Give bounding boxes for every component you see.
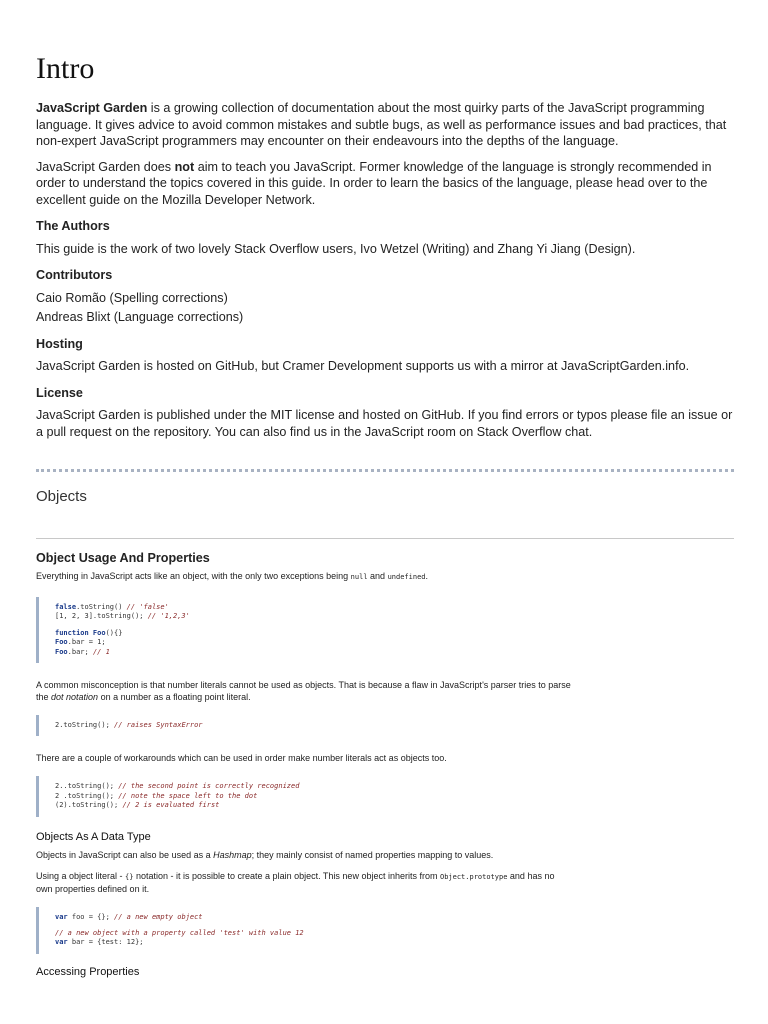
code-comment: // 1 <box>92 647 110 656</box>
paragraph-text: is a growing collection of documentation about the most quirky parts of the JavaScript programming language. It gives advice to avoid common mistakes and subtle bugs, as well as performance issues and bad practices, that non-expert JavaScript programmers may encounter on their endeavours into the depths of the language. <box>36 101 727 148</box>
authors-text: This guide is the work of two lovely Stack Overflow users, Ivo Wetzel (Writing) and Zhang Yi Jiang (Design). <box>36 241 636 256</box>
code-line <box>55 629 734 638</box>
section-divider <box>36 538 734 539</box>
objects-section-title: Objects <box>36 488 87 505</box>
code-text: (){} <box>105 628 123 637</box>
paragraph-text: and has no own properties defined on it. <box>36 870 555 894</box>
license-text: JavaScript Garden is published under the MIT license and hosted on GitHub. If you find errors or typos please file an issue or a pull request on the repository. You can also find us in the JavaScript room on Stack Overflow chat. <box>36 408 733 439</box>
objects-section <box>36 552 734 984</box>
inline-code: undefined <box>387 573 426 581</box>
code-comment: // the second point is correctly recognized <box>118 782 300 791</box>
code-keyword: var <box>55 912 68 921</box>
code-line <box>55 801 734 810</box>
contributors-heading: Contributors <box>36 268 113 282</box>
code-text: (2).toString(); <box>55 801 123 810</box>
paragraph-text: aim to teach you JavaScript. Former knowledge of the language is strongly recommended in order to understand the topics covered in this guide. In order to learn the basics of the language, please head over to the excellent guide on the Mozilla Developer Network. <box>36 159 712 207</box>
paragraph-text: notation - it is possible to create a plain object. This new object inherits from <box>133 870 440 881</box>
code-line <box>55 792 734 801</box>
license-heading: License <box>36 385 83 400</box>
datatype-paragraph-1 <box>36 849 734 861</box>
workarounds-paragraph: There are a couple of workarounds which can be used in order make number literals act as objects too. <box>36 753 447 764</box>
code-keyword: Foo <box>55 647 68 656</box>
code-comment: // a new empty object <box>114 912 203 921</box>
code-block <box>36 715 734 736</box>
code-comment: // a new object with a property called 'test' with value 12 <box>55 929 304 938</box>
code-line <box>55 648 734 657</box>
paragraph-text: ; they mainly consist of named properties mapping to values. <box>251 849 494 860</box>
code-block <box>36 597 734 663</box>
code-line <box>55 612 734 621</box>
hosting-text: JavaScript Garden is hosted on GitHub, but Cramer Development supports us with a mirror at JavaScriptGarden.info. <box>36 359 690 373</box>
code-text: [1, 2, 3].toString(); <box>55 612 148 621</box>
paragraph-text: on a number as a floating point literal. <box>98 692 251 703</box>
inline-code: Object.prototype <box>439 872 508 881</box>
code-text: 2.toString(); <box>55 721 115 730</box>
dotted-divider <box>36 469 734 472</box>
code-gap <box>55 922 734 929</box>
datatype-paragraph-2 <box>36 870 566 895</box>
code-comment: // 'false' <box>126 603 169 611</box>
code-line <box>55 638 734 647</box>
authors-heading: The Authors <box>36 219 110 233</box>
code-text: .toString() <box>76 603 127 611</box>
code-comment: // 2 is evaluated first <box>122 801 220 810</box>
code-line <box>55 782 734 791</box>
code-line <box>55 929 734 938</box>
code-keyword: false <box>55 603 77 611</box>
code-line <box>55 913 734 922</box>
paragraph-text: Using a object literal - <box>36 870 126 881</box>
intro-paragraph-2 <box>36 159 734 209</box>
inline-code: null <box>350 573 368 581</box>
emphasis-text: dot notation <box>51 692 99 703</box>
hosting-heading: Hosting <box>36 336 83 351</box>
inline-code: {} <box>125 872 134 881</box>
paragraph-text: JavaScript Garden does <box>36 159 175 174</box>
paragraph-text: and <box>367 571 388 581</box>
emphasis-text: Hashmap <box>213 849 252 860</box>
code-keyword: Foo <box>55 638 68 647</box>
code-comment: // note the space left to the dot <box>118 791 258 800</box>
contributor-item: Andreas Blixt (Language corrections) <box>36 310 244 324</box>
code-text: foo = {}; <box>67 912 115 921</box>
code-text: .bar = 1; <box>67 638 106 647</box>
paragraph-text: A common misconception is that number literals cannot be used as objects. That is because a flaw in JavaScript's parser tries to parse the <box>36 680 571 703</box>
intro-paragraph-1 <box>36 100 734 150</box>
paragraph-text: . <box>425 571 429 581</box>
code-keyword: function <box>55 628 89 637</box>
code-keyword: var <box>55 938 68 947</box>
bold-text: not <box>174 159 195 174</box>
code-text: 2..toString(); <box>55 782 119 791</box>
code-comment: // '1,2,3' <box>147 612 190 621</box>
usage-paragraph <box>36 570 734 583</box>
misconception-paragraph <box>36 679 581 703</box>
usage-heading: Object Usage And Properties <box>36 551 210 565</box>
code-text: bar = {test: 12}; <box>67 938 144 947</box>
code-line <box>55 721 734 730</box>
contributor-item: Caio Romão (Spelling corrections) <box>36 290 228 305</box>
code-comment: // raises SyntaxError <box>114 721 203 730</box>
code-gap <box>55 622 734 629</box>
page-title: Intro <box>36 52 95 85</box>
paragraph-text: Everything in JavaScript acts like an object, with the only two exceptions being <box>36 571 351 581</box>
code-line <box>55 938 734 947</box>
bold-text: JavaScript Garden <box>36 101 148 115</box>
code-block <box>36 907 734 954</box>
code-function-name: Foo <box>88 628 106 637</box>
intro-section <box>36 100 734 449</box>
code-text: .bar; <box>67 647 93 656</box>
code-line <box>55 603 734 612</box>
paragraph-text: Objects in JavaScript can also be used as a <box>36 849 214 860</box>
code-text: 2 .toString(); <box>55 791 119 800</box>
accessing-heading: Accessing Properties <box>36 965 140 978</box>
datatype-heading: Objects As A Data Type <box>36 830 151 843</box>
code-block <box>36 776 734 816</box>
